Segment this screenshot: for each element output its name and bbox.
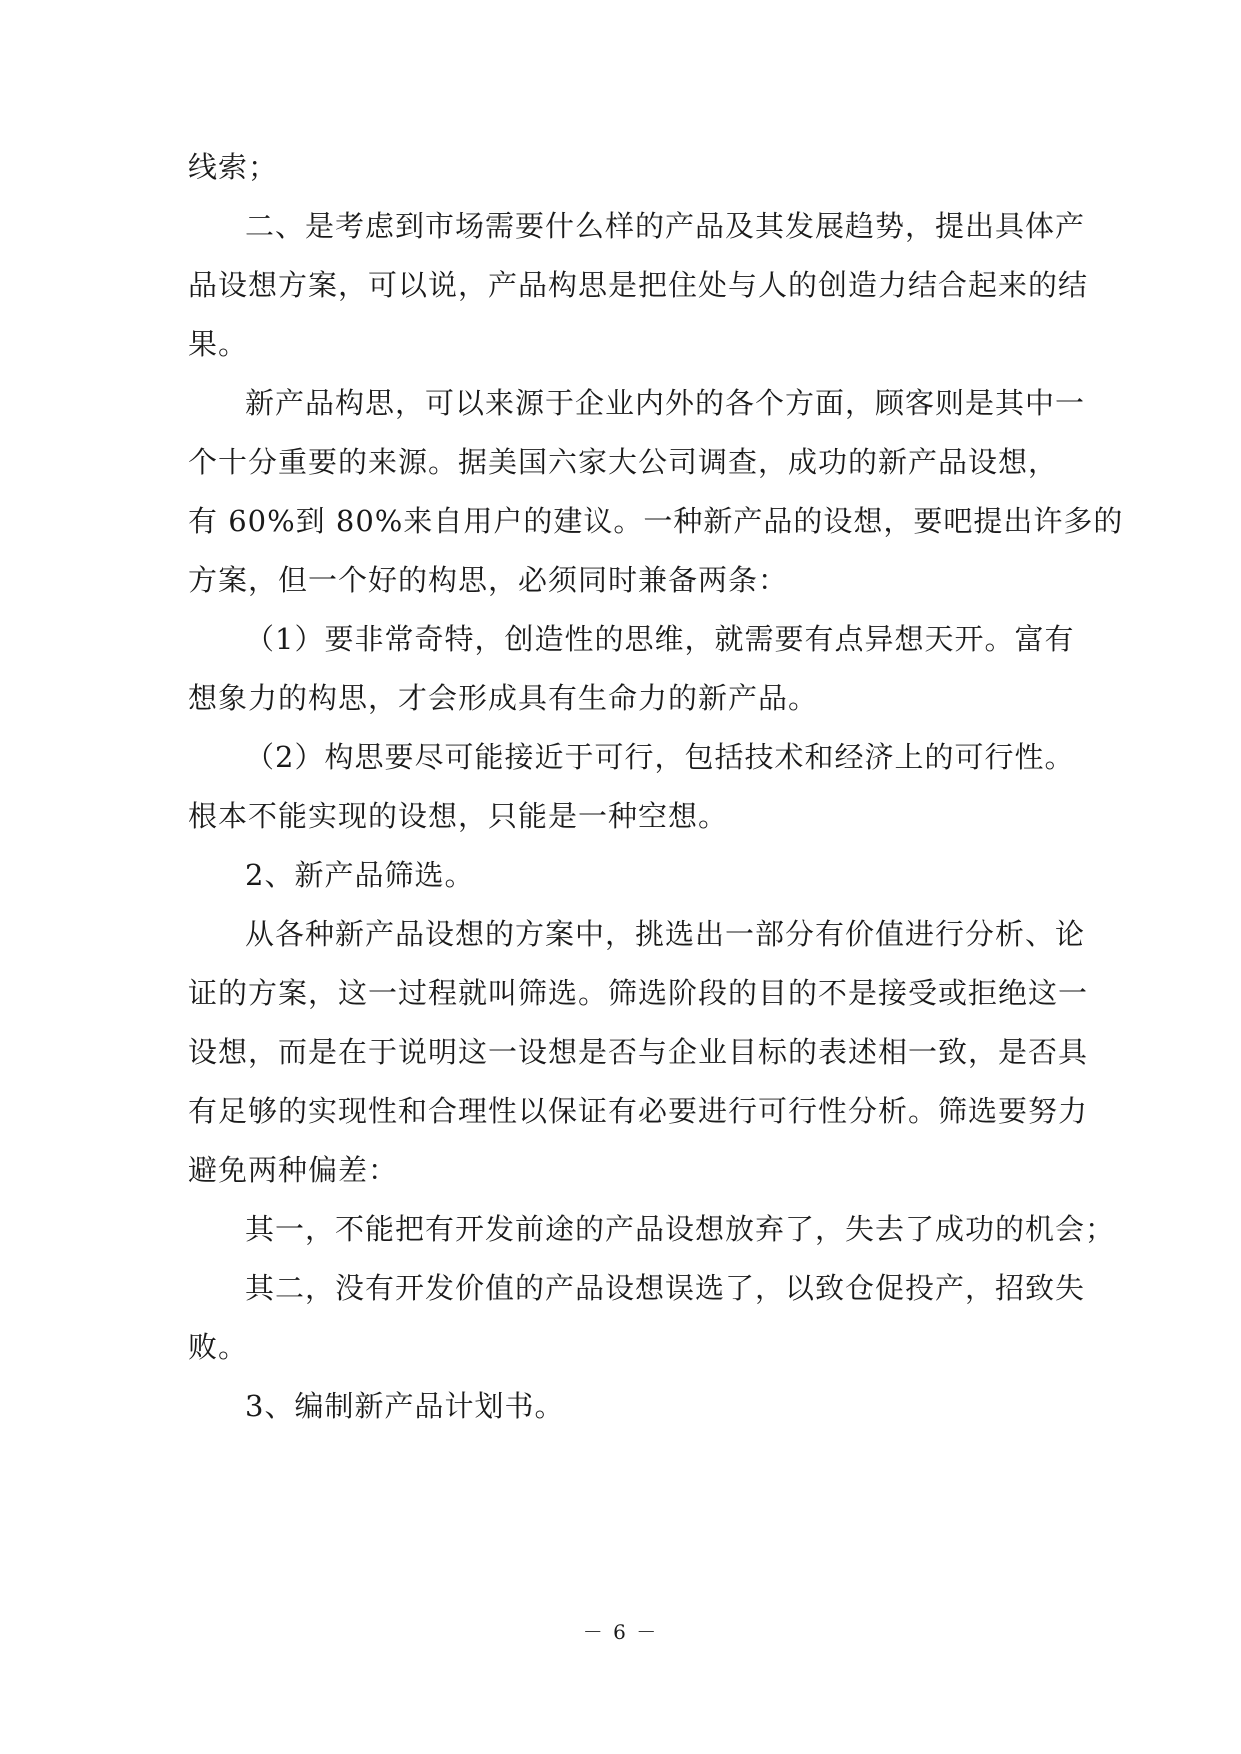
text-line: 败。 xyxy=(188,1330,249,1364)
text-line: 方案，但一个好的构思，必须同时兼备两条： xyxy=(188,563,789,597)
text-line: 个十分重要的来源。据美国六家大公司调查，成功的新产品设想， xyxy=(188,445,1059,479)
section-heading: 2、新产品筛选。 xyxy=(245,858,475,892)
text-line: 新产品构思，可以来源于企业内外的各个方面，顾客则是其中一 xyxy=(245,386,1086,420)
text-line: 果。 xyxy=(188,327,249,361)
text-line: 从各种新产品设想的方案中，挑选出一部分有价值进行分析、论 xyxy=(245,917,1086,951)
text-line: （2）构思要尽可能接近于可行，包括技术和经济上的可行性。 xyxy=(245,740,1075,774)
text-line: （1）要非常奇特，创造性的思维，就需要有点异想天开。富有 xyxy=(245,622,1075,656)
section-heading: 3、编制新产品计划书。 xyxy=(245,1389,565,1423)
text-line: 其一，不能把有开发前途的产品设想放弃了，失去了成功的机会； xyxy=(245,1212,1116,1246)
text-line: 其二，没有开发价值的产品设想误选了，以致仓促投产，招致失 xyxy=(245,1271,1086,1305)
text-line: 根本不能实现的设想，只能是一种空想。 xyxy=(188,799,729,833)
text-line: 品设想方案，可以说，产品构思是把住处与人的创造力结合起来的结 xyxy=(188,268,1089,302)
text-line: 有 60%到 80%来自用户的建议。一种新产品的设想，要吧提出许多的 xyxy=(188,504,1124,538)
text-line: 证的方案，这一过程就叫筛选。筛选阶段的目的不是接受或拒绝这一 xyxy=(188,976,1089,1010)
text-line: 有足够的实现性和合理性以保证有必要进行可行性分析。筛选要努力 xyxy=(188,1094,1089,1128)
text-line: 线索； xyxy=(188,150,279,184)
text-line: 设想，而是在于说明这一设想是否与企业目标的表述相一致，是否具 xyxy=(188,1035,1089,1069)
text-line: 二、是考虑到市场需要什么样的产品及其发展趋势，提出具体产 xyxy=(245,209,1086,243)
text-line: 避免两种偏差： xyxy=(188,1153,399,1187)
page-number: － 6 － xyxy=(582,1620,659,1644)
text-line: 想象力的构思，才会形成具有生命力的新产品。 xyxy=(188,681,819,715)
